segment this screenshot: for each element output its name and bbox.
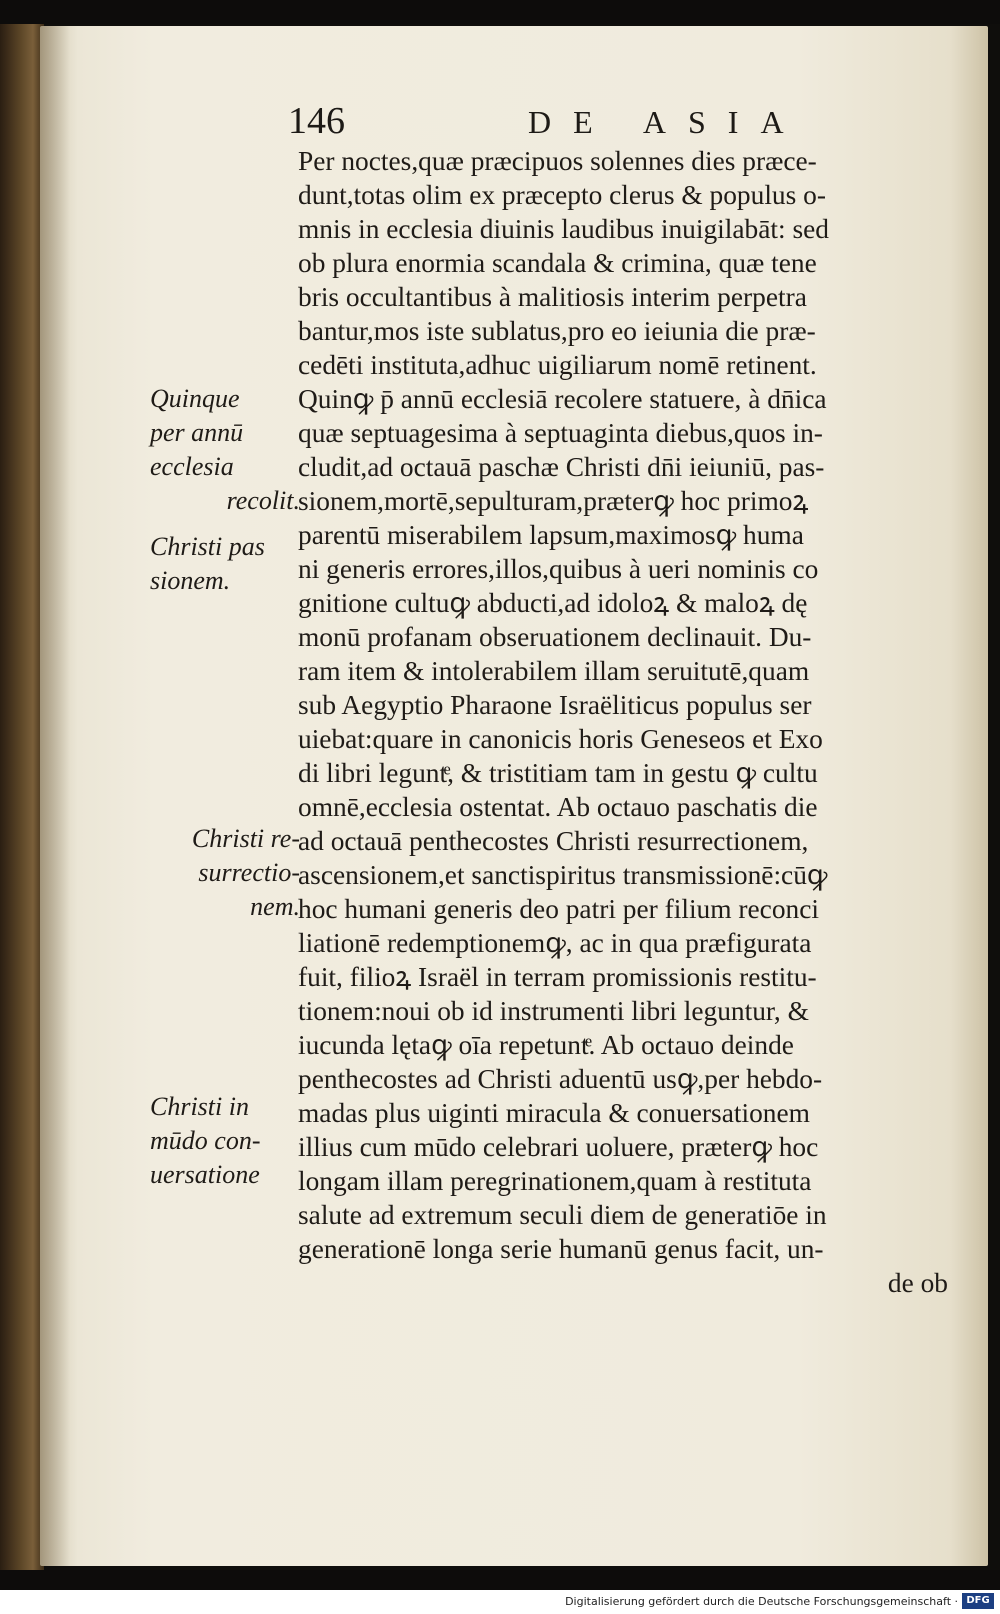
text-line: ob plura enormia scandala & crimina, quæ tene (298, 248, 817, 278)
text-line: generationē longa serie humanū genus facit, un- (298, 1234, 824, 1264)
text-line: di libri leguntͤ, & tristitiam tam in gestu ꝙ cultu (298, 758, 818, 788)
text-line: salute ad extremum seculi diem de generatiōe in (298, 1200, 827, 1230)
running-title: DE ASIA (528, 104, 806, 140)
margin-note-quinque (150, 382, 300, 518)
text-line: ad octauā penthecostes Christi resurrectionem, (298, 826, 809, 856)
margin-note-line: nem. (250, 892, 300, 921)
text-line: quæ septuagesima à septuaginta diebus,quos in- (298, 418, 823, 448)
margin-note-line: ecclesia (150, 452, 234, 481)
text-line: ram item & intolerabilem illam seruitutē,quam (298, 656, 810, 686)
margin-note-line: Christi pas (150, 532, 265, 561)
text-line: fuit, filioꝝ Israël in terram promissionis restitu- (298, 962, 817, 992)
text-line: iucunda lętaꝙ oīa repetuntͤ. Ab octauo deinde (298, 1030, 794, 1060)
margin-note-line: Christi re- (191, 824, 300, 853)
text-line: madas plus uiginti miracula & conuersationem (298, 1098, 810, 1128)
scan-top-border (0, 0, 1000, 24)
scan-bottom-border (0, 1570, 1000, 1590)
book-spine-edge (0, 24, 44, 1570)
margin-note-conversation (150, 1090, 300, 1192)
text-line: ni generis errores,illos,quibus à ueri nominis co (298, 554, 819, 584)
text-line: penthecostes ad Christi aduentū usꝙ,per hebdo- (298, 1064, 823, 1094)
text-line: hoc humani generis deo patri per filium reconci (298, 894, 819, 924)
text-line: Quinꝙ p̄ annū ecclesiā recolere statuere, à dn̄ica (298, 384, 827, 414)
text-line: bantur,mos iste sublatus,pro eo ieiunia die præ- (298, 316, 816, 346)
text-line: ascensionem,et sanctispiritus transmissionē:cūꝙ (298, 860, 828, 890)
text-line: illius cum mūdo celebrari uoluere, præterꝙ hoc (298, 1132, 819, 1162)
text-line: monū profanam obseruationem declinauit. Du- (298, 622, 812, 652)
margin-note-passion (150, 530, 300, 598)
margin-note-line: per annū (150, 418, 244, 447)
text-line: dunt,totas olim ex præcepto clerus & populus o- (298, 180, 826, 210)
margin-note-line: mūdo con- (150, 1126, 261, 1155)
text-line: bris occultantibus à malitiosis interim perpetra (298, 282, 807, 312)
running-head (288, 98, 968, 144)
funding-credit: Digitalisierung gefördert durch die Deutsche Forschungsgemeinschaft · (565, 1595, 958, 1608)
text-line: sionem,mortē,sepulturam,præterꝙ hoc primoꝝ (298, 486, 809, 516)
text-line: cludit,ad octauā paschæ Christi dn̄i ieiuniū, pas- (298, 452, 825, 482)
text-line: longam illam peregrinationem,quam à restituta (298, 1166, 812, 1196)
text-line: omnē,ecclesia ostentat. Ab octauo paschatis die (298, 792, 818, 822)
gutter-shadow (40, 26, 70, 1566)
text-line: gnitione cultuꝙ abducti,ad idoloꝝ & maloꝝ dę (298, 588, 808, 618)
text-line: sub Aegyptio Pharaone Israëliticus populus ser (298, 690, 812, 720)
main-text-block (298, 144, 968, 1300)
text-line: uiebat:quare in canonicis horis Geneseos et Exo (298, 724, 823, 754)
margin-note-line: uersatione (150, 1160, 260, 1189)
margin-note-line: surrectio- (198, 858, 300, 887)
text-line: parentū miserabilem lapsum,maximosꝙ huma (298, 520, 804, 550)
text-line: liationē redemptionemꝙ, ac in qua præfigurata (298, 928, 812, 958)
catchword: de ob (887, 1268, 948, 1298)
digitization-footer (0, 1590, 1000, 1614)
page-number: 146 (288, 100, 345, 142)
margin-note-line: Quinque (150, 384, 240, 413)
margin-note-resurrection (150, 822, 300, 924)
text-line: mnis in ecclesia diuinis laudibus inuigilabāt: sed (298, 214, 829, 244)
text-line: Per noctes,quæ præcipuos solennes dies præce- (298, 146, 817, 176)
margin-note-line: recolit. (226, 486, 300, 515)
dfg-logo: DFG (962, 1593, 994, 1609)
margin-note-line: Christi in (150, 1092, 249, 1121)
text-line: tionem:noui ob id instrumenti libri leguntur, & (298, 996, 809, 1026)
text-line: cedēti instituta,adhuc uigiliarum nomē retinent. (298, 350, 817, 380)
margin-note-line: sionem. (150, 566, 231, 595)
